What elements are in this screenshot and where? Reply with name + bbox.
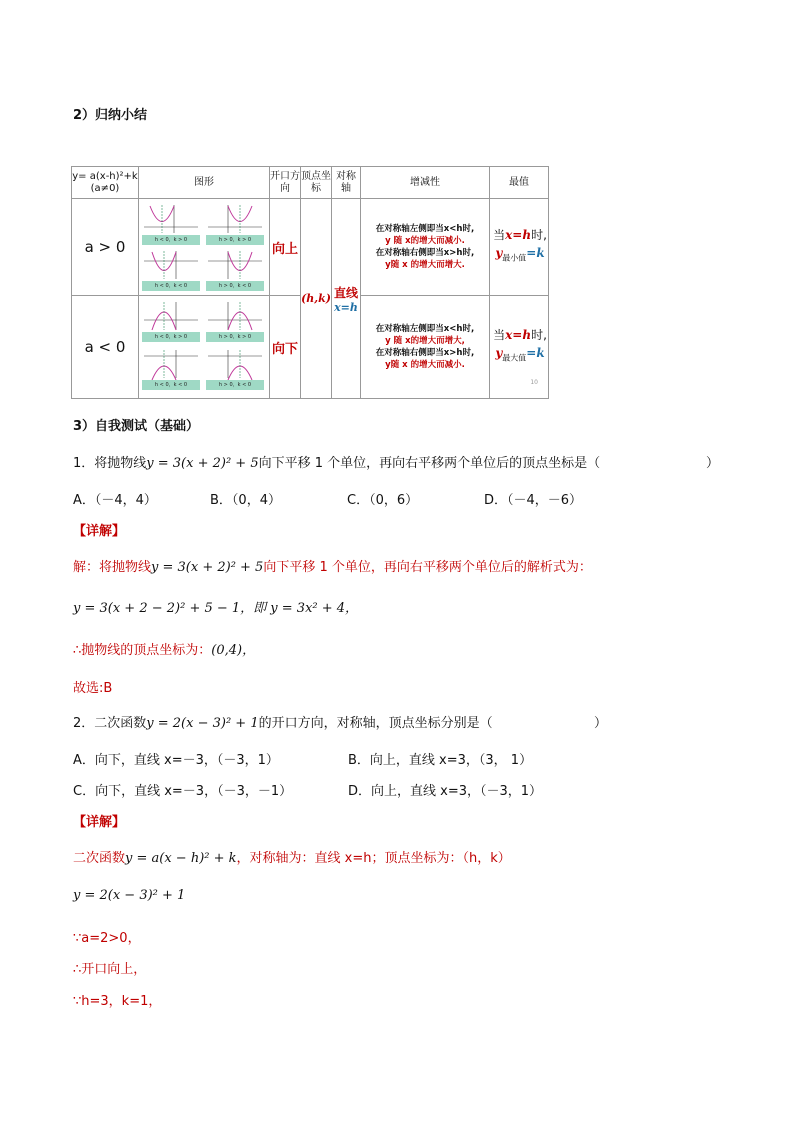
answer-2-line-5: ∵h=3，k=1， [73, 994, 162, 1009]
q2-option-a: A．向下，直线 x=－3，（－3，1） [73, 753, 279, 768]
answer-1-line-4: 故选:B [73, 681, 113, 696]
header-axis: 对称轴 [332, 167, 361, 199]
header-direction: 开口方向 [270, 167, 301, 199]
slide-page-number: 10 [530, 379, 538, 386]
answer-2-line-4: ∴开口向上， [73, 962, 147, 977]
answer-2-line-2: y = 2(x − 3)² + 1 [73, 888, 186, 903]
q1-option-c: C．（0，6） [347, 493, 419, 508]
direction-down: 向下 [270, 296, 301, 399]
parabola-graph: h > 0，k > 0 [206, 300, 264, 342]
q2-option-d: D．向上，直线 x=3，（－3，1） [348, 784, 543, 799]
header-extremum: 最值 [490, 167, 549, 199]
answer-2-line-1: 二次函数y = a(x − h)² + k，对称轴为：直线 x=h；顶点坐标为：（h，k） [73, 851, 511, 866]
detail-label-1: 【详解】 [73, 524, 126, 539]
detail-label-2: 【详解】 [73, 815, 126, 830]
monotonicity-downward: 在对称轴左侧即当x<h时, y 随 x的增大而增大, 在对称轴右侧即当x>h时, y随 x 的增大而减小. [361, 296, 490, 399]
header-graph: 图形 [139, 167, 270, 199]
question-1-paren: ） [706, 456, 720, 471]
q2-option-c: C．向下，直线 x=－3，（－3，－1） [73, 784, 293, 799]
row-label-a-negative: a < 0 [72, 296, 139, 399]
parabola-graph: h < 0，k < 0 [142, 348, 200, 390]
section-title-self-test: 3）自我测试（基础） [73, 419, 200, 434]
answer-1-line-1: 解：将抛物线y = 3(x + 2)² + 5向下平移 1 个单位，再向右平移两个单位后的解析式为： [73, 560, 592, 575]
q1-option-a: A．（－4，4） [73, 493, 157, 508]
graph-cell-downward [139, 296, 270, 399]
parabola-graph: h > 0，k < 0 [206, 249, 264, 291]
answer-1-line-3: ∴抛物线的顶点坐标为：(0,4)， [73, 643, 256, 658]
parabola-graph: h < 0，k > 0 [142, 203, 200, 245]
axis-of-symmetry: 直线 x=h [332, 199, 361, 399]
summary-table [71, 166, 549, 399]
header-monotonicity: 增减性 [361, 167, 490, 199]
row-label-a-positive: a > 0 [72, 199, 139, 296]
answer-2-line-3: ∵a=2>0， [73, 931, 141, 946]
parabola-graph: h > 0，k < 0 [206, 348, 264, 390]
direction-up: 向上 [270, 199, 301, 296]
q2-option-b: B．向上，直线 x=3，（3， 1） [348, 753, 533, 768]
monotonicity-upward: 在对称轴左侧即当x<h时, y 随 x的增大而减小. 在对称轴右侧即当x>h时, y随 x 的增大而增大. [361, 199, 490, 296]
section-title-summary: 2）归纳小结 [73, 108, 148, 123]
answer-1-line-2: y = 3(x + 2 − 2)² + 5 − 1，即 y = 3x² + 4， [73, 601, 359, 616]
q1-option-b: B．（0，4） [210, 493, 281, 508]
header-formula: y= a(x-h)²+k (a≠0) [72, 167, 139, 199]
extremum-minimum: 当x=h时, $y_{最小值}=k$ [490, 199, 549, 296]
parabola-graph: h < 0，k < 0 [142, 249, 200, 291]
question-1: 1．将抛物线y = 3(x + 2)² + 5向下平移 1 个单位，再向右平移两个单位后的顶点坐标是（ [73, 456, 601, 471]
graph-cell-upward [139, 199, 270, 296]
question-2: 2．二次函数y = 2(x − 3)² + 1的开口方向，对称轴，顶点坐标分别是（ [73, 716, 493, 731]
parabola-graph: h < 0，k > 0 [142, 300, 200, 342]
vertex-coordinates: (h,k) [301, 199, 332, 399]
header-vertex: 顶点坐标 [301, 167, 332, 199]
extremum-maximum: 当x=h时, $y_{最大值}=k$ 10 [490, 296, 549, 399]
question-2-paren: ） [594, 716, 608, 731]
parabola-graph: h > 0，k > 0 [206, 203, 264, 245]
q1-option-d: D．（－4，－6） [484, 493, 583, 508]
